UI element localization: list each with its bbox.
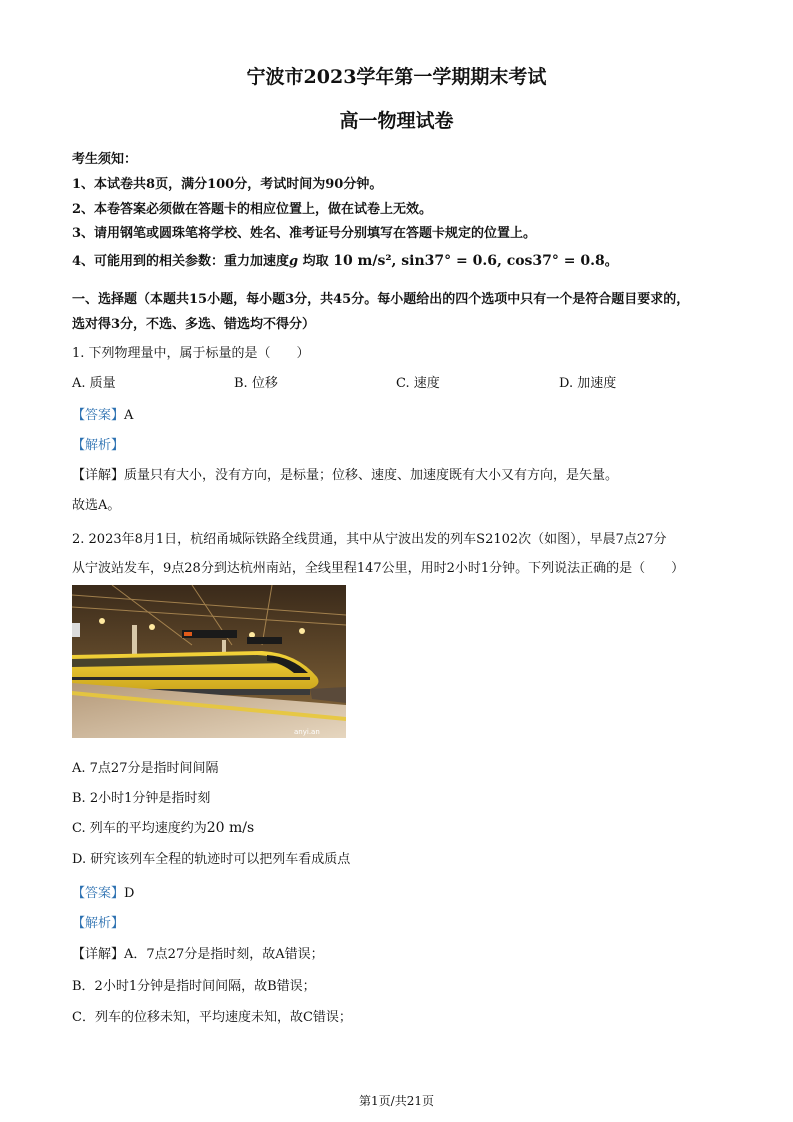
- q1-conclusion: 故选A。: [72, 498, 121, 513]
- notice-heading: 考生须知：: [72, 152, 138, 167]
- q2-option-c-text: C. 列车的平均速度约为: [72, 821, 207, 836]
- q2-detail-tag: 【详解】: [72, 947, 125, 962]
- q2-stem-line-1: 2. 2023年8月1日，杭绍甬城际铁路全线贯通，其中从宁波出发的列车S2102次（如图），早晨7点27分: [72, 532, 667, 547]
- q1-option-a: A. 质量: [72, 376, 116, 391]
- notice-item-4-var: g: [289, 254, 299, 269]
- photo-watermark: anyi.an: [294, 728, 320, 736]
- q2-option-a: A. 7点27分是指时间间隔: [72, 761, 219, 776]
- q1-detail-tag: 【详解】: [72, 468, 125, 483]
- notice-item-4-prefix: 4、可能用到的相关参数：重力加速度: [72, 254, 290, 269]
- q2-answer-value: D: [124, 886, 135, 901]
- q2-detail-c: C．列车的位移未知，平均速度未知，故C错误；: [72, 1010, 352, 1025]
- q2-stem-line-2: 从宁波站发车，9点28分到达杭州南站，全线里程147公里，用时2小时1分钟。下列说法正确的是（ ）: [72, 561, 685, 576]
- exam-title: 宁波市2023学年第一学期期末考试: [246, 66, 547, 88]
- section-heading-line-1: 一、选择题（本题共15小题，每小题3分，共45分。每小题给出的四个选项中只有一个是符合题目要求的，: [72, 292, 690, 307]
- notice-item-3: 3、请用钢笔或圆珠笔将学校、姓名、准考证号分别填写在答题卡规定的位置上。: [72, 226, 537, 241]
- section-heading-line-2: 选对得3分，不选、多选、错选均不得分）: [72, 317, 316, 332]
- q2-option-b: B. 2小时1分钟是指时刻: [72, 791, 211, 806]
- q1-analysis-tag: 【解析】: [72, 438, 125, 453]
- train-photo: [72, 585, 346, 738]
- notice-item-1: 1、本试卷共8页，满分100分，考试时间为90分钟。: [72, 177, 383, 192]
- q1-option-d: D. 加速度: [559, 376, 617, 391]
- q2-answer-tag: 【答案】: [72, 886, 125, 901]
- q1-answer-value: A: [124, 408, 134, 423]
- notice-item-4-mid: 均取: [298, 254, 329, 269]
- q2-detail-a: [72, 943, 324, 962]
- page-footer: 第1页/共21页: [359, 1094, 434, 1108]
- train-photo-illustration: [72, 585, 346, 738]
- q2-option-c-formula: 20 m/s: [206, 820, 255, 836]
- q2-option-d: D. 研究该列车全程的轨迹时可以把列车看成质点: [72, 852, 351, 867]
- q1-option-c: C. 速度: [396, 376, 440, 391]
- q1-stem: 1. 下列物理量中，属于标量的是（ ）: [72, 346, 310, 361]
- q2-detail-a-text: A．7点27分是指时刻，故A错误；: [124, 947, 324, 962]
- q2-detail-b: B．2小时1分钟是指时间间隔，故B错误；: [72, 979, 316, 994]
- exam-subtitle: 高一物理试卷: [339, 110, 454, 132]
- notice-item-4-end: 。: [604, 254, 618, 269]
- notice-item-4-formula: 10 m/s², sin37° = 0.6, cos37° = 0.8: [333, 253, 605, 269]
- q1-answer-tag: 【答案】: [72, 408, 125, 423]
- notice-item-2: 2、本卷答案必须做在答题卡的相应位置上，做在试卷上无效。: [72, 202, 433, 217]
- q2-analysis-tag: 【解析】: [72, 916, 125, 931]
- q1-answer: [72, 404, 133, 423]
- q2-option-c: [72, 817, 254, 836]
- q1-option-b: B. 位移: [234, 376, 278, 391]
- notice-item-4: [72, 250, 618, 269]
- q1-detail: [72, 464, 618, 483]
- q2-answer: [72, 882, 134, 901]
- q1-detail-text: 质量只有大小，没有方向，是标量；位移、速度、加速度既有大小又有方向，是矢量。: [124, 468, 619, 483]
